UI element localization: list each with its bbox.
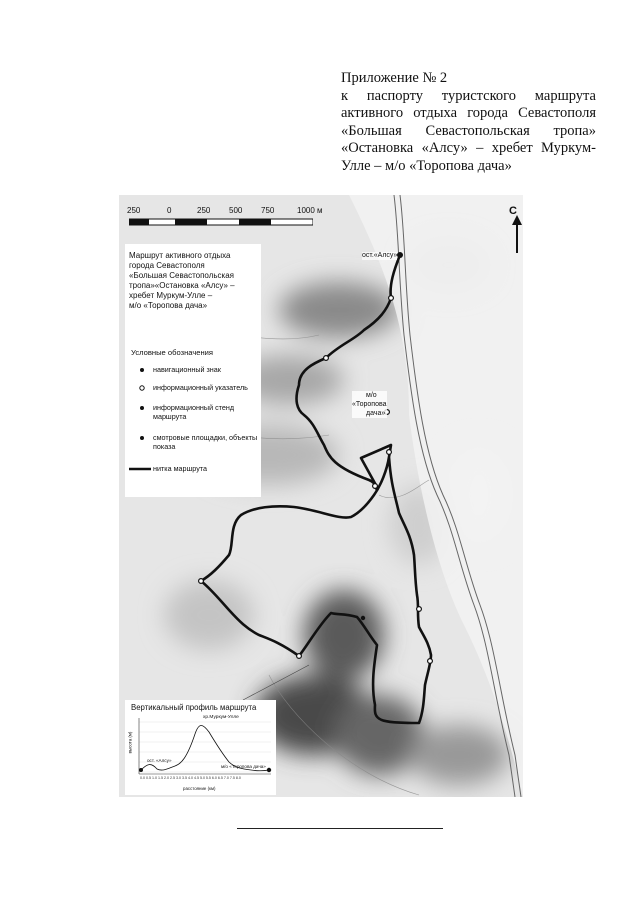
scale-label: 500 bbox=[229, 206, 243, 215]
legend-item-label: смотровые площадки, объекты показа bbox=[153, 433, 258, 451]
legend-title-line: «Большая Севастопольская bbox=[129, 271, 234, 280]
profile-title: Вертикальный профиль маршрута bbox=[131, 703, 257, 712]
legend-conventions-title: Условные обозначения bbox=[131, 348, 214, 357]
legend-title bbox=[129, 251, 259, 311]
map-legend bbox=[125, 244, 261, 497]
header-line: активного отдыха города Севастополя bbox=[341, 105, 596, 121]
legend-item-label: нитка маршрута bbox=[153, 464, 207, 473]
profile-chart bbox=[125, 714, 276, 795]
open-circle-icon bbox=[139, 385, 145, 391]
header-line: Приложение № 2 bbox=[341, 70, 448, 86]
filled-dot-icon bbox=[139, 367, 145, 373]
header-line: к паспорту туристского маршрута bbox=[341, 87, 596, 104]
legend-title-line: м/о «Торопова дача» bbox=[129, 301, 208, 310]
north-label: С bbox=[509, 205, 517, 217]
scale-label: 1000 м bbox=[297, 206, 323, 215]
scale-bar bbox=[125, 206, 330, 236]
scale-label: 250 bbox=[197, 206, 211, 215]
header-line: «Остановка «Алсу» – хребет Муркум- bbox=[341, 140, 596, 156]
filled-dot-icon bbox=[139, 435, 145, 441]
legend-title-line: Маршрут активного отдыха bbox=[129, 251, 231, 260]
legend-item-label: информационный стенд маршрута bbox=[153, 403, 235, 421]
document-header bbox=[341, 70, 596, 175]
legend-title-line: тропа»«Остановка «Алсу» – bbox=[129, 281, 235, 290]
profile-peak-label: хр.Муркум-Улле bbox=[203, 715, 239, 720]
legend-item-label: информационный указатель bbox=[153, 383, 248, 392]
header-line: «Большая Севастопольская тропа» bbox=[341, 122, 596, 139]
legend-item-label: навигационный знак bbox=[153, 365, 221, 374]
scale-label: 0 bbox=[167, 206, 172, 215]
legend-title-line: города Севастополя bbox=[129, 261, 205, 270]
filled-dot-icon bbox=[139, 405, 145, 411]
scale-label: 750 bbox=[261, 206, 275, 215]
route-line-icon bbox=[129, 466, 151, 472]
scale-label: 250 bbox=[127, 206, 141, 215]
svg-text:0.0 0.5 1.0 1.5 2.0 2.5 3.0 3.: 0.0 0.5 1.0 1.5 2.0 2.5 3.0 3.5 4.0 4.5 5.0 5.5 6.0 6.5 7.0 7.5 8.0 bbox=[140, 776, 241, 780]
profile-end-label: м/о «Торопова дача» bbox=[221, 764, 266, 769]
legend-title-line: хребет Муркум-Улле – bbox=[129, 291, 213, 300]
header-line: Улле – м/о «Торопова дача» bbox=[341, 157, 512, 174]
end-stop-label-line: «Торопова bbox=[352, 401, 387, 408]
end-stop-label-line: дача» bbox=[366, 410, 386, 417]
profile-xlabel: расстояние (км) bbox=[183, 786, 216, 791]
profile-ylabel: высота (м) bbox=[127, 731, 133, 754]
start-stop-label: ост.«Алсу» bbox=[362, 252, 398, 259]
end-stop-label bbox=[352, 391, 387, 418]
end-stop-label-line: м/о bbox=[366, 392, 377, 399]
north-arrow-icon bbox=[511, 213, 523, 253]
elevation-profile bbox=[125, 700, 276, 795]
scale-bar-graphic bbox=[129, 218, 313, 226]
profile-start-label: ост. «Алсу» bbox=[147, 758, 172, 763]
footer-rule bbox=[237, 828, 443, 829]
